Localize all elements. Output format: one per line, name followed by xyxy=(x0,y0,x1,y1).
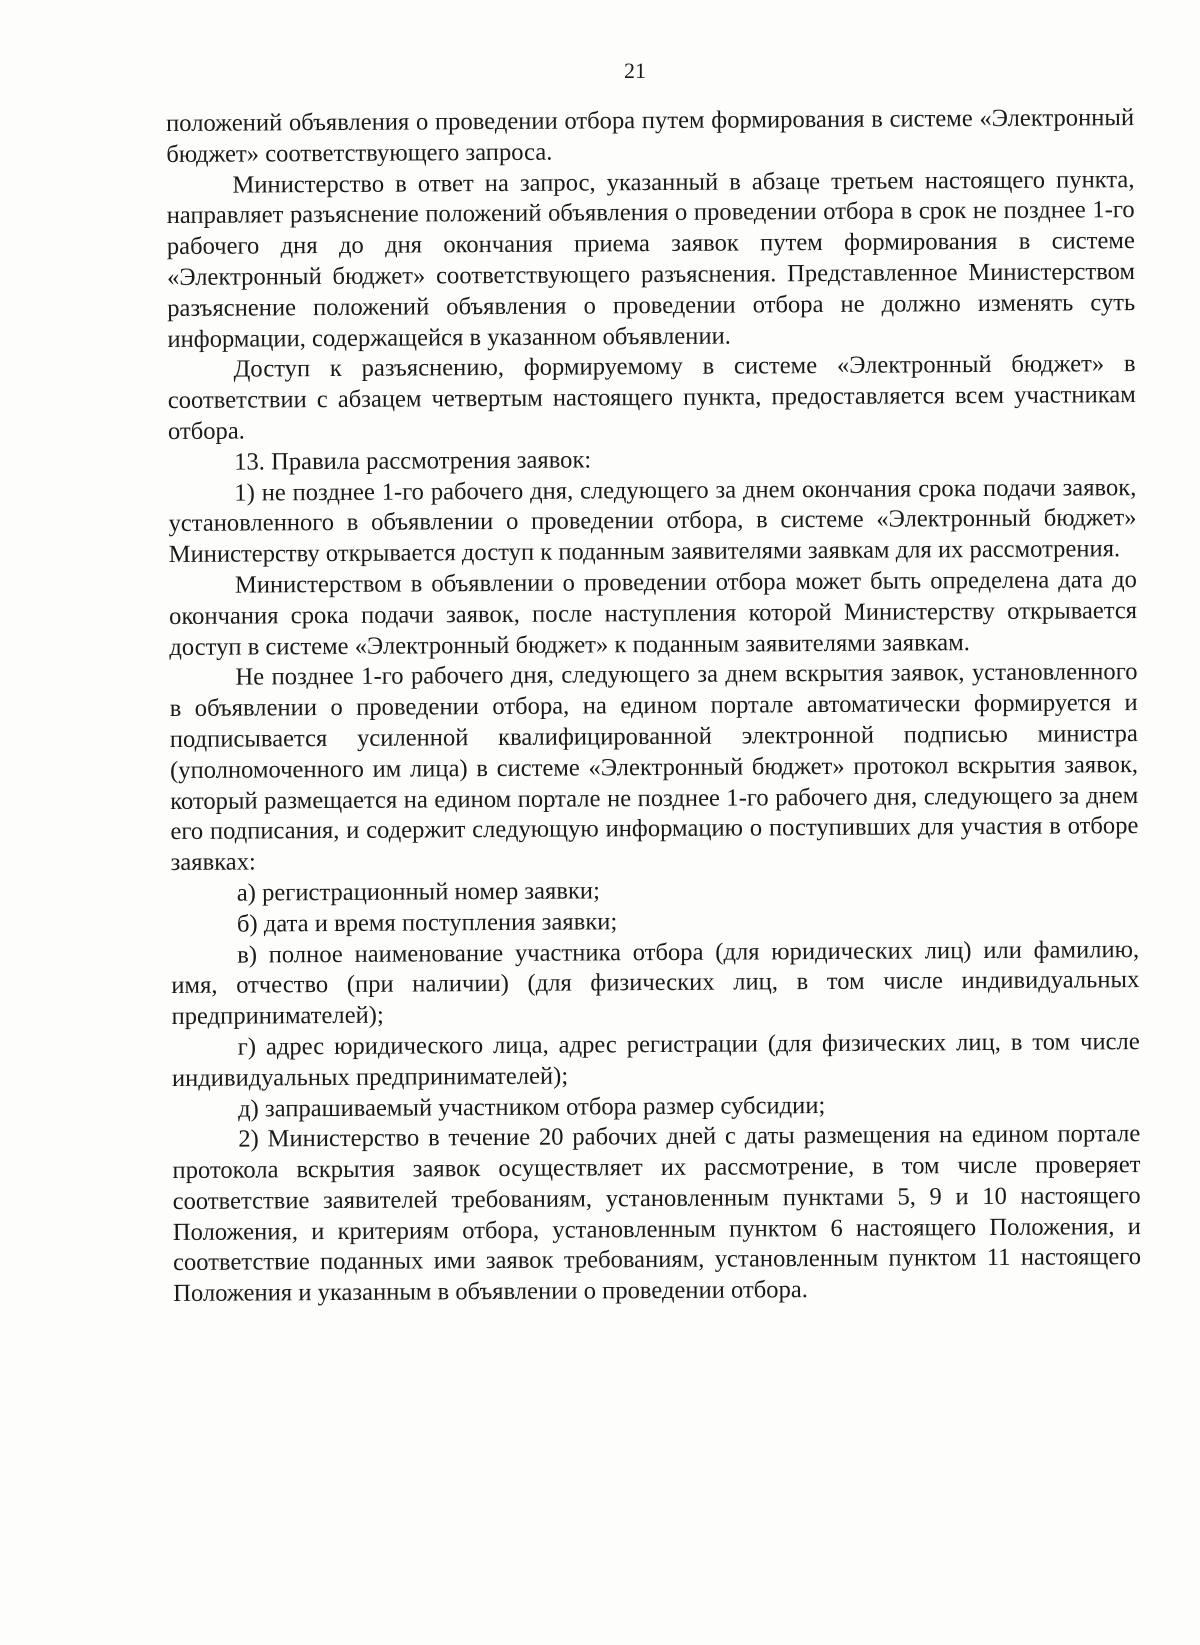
document-body xyxy=(166,103,1141,1310)
list-item-v: в) полное наименование участника отбора (для юридических лиц) или фамилию, имя, отчество (при наличии) (для физических лиц, в том числе индивидуальных предпринимателей); xyxy=(171,935,1140,1031)
list-item-2: 2) Министерство в течение 20 рабочих дней с даты размещения на едином портале протокола вскрытия заявок осуществляет их рассмотрение, в том числе проверяет соответствие заявителей требованиям, установленным пунктами 5, 9 и 10 настоящего Положения, и критериям отбора, установленным пунктом 6 настоящего Положения, и соответствие поданных ими заявок требованиям, установленным пунктом 11 настоящего Положения и указанным в объявлении о проведении отбора. xyxy=(172,1120,1142,1308)
list-item-a: а) регистрационный номер заявки; xyxy=(236,877,600,907)
list-item-d: д) запрашиваемый участником отбора размер субсидии; xyxy=(238,1091,826,1123)
list-item-g: г) адрес юридического лица, адрес регистрации (для физических лиц, в том числе индивидуальных предпринимателей); xyxy=(171,1027,1140,1092)
paragraph-opening-protocol: Не позднее 1-го рабочего дня, следующего за днем вскрытия заявок, установленного в объявлении о проведении отбора, на едином портале автоматически формируется и подписывается усиленной квалифицированной электронной подписью министра (уполномоченного им лица) в системе «Электронный бюджет» протокол вскрытия заявок, который размещается на едином портале не позднее 1-го рабочего дня, следующего за днем его подписания, и содержит следующую информацию о поступивших для участия в отборе заявках: xyxy=(169,658,1139,877)
section-13-heading: 13. Правила рассмотрения заявок: xyxy=(234,446,592,476)
paragraph-access-date: Министерством в объявлении о проведении отбора может быть определена дата до окончания срока подачи заявок, после наступления которой Министерству открывается доступ в системе «Электронный бюджет» к поданным заявителями заявкам. xyxy=(169,566,1138,661)
paragraph-continuation: положений объявления о проведении отбора путем формирования в системе «Электронный бюджет» соответствующего запроса. xyxy=(166,104,1135,168)
paragraph-access-clarification: Доступ к разъяснению, формируемому в системе «Электронный бюджет» в соответствии с абзацем четвертым настоящего пункта, предоставляется всем участникам отбора. xyxy=(167,350,1136,445)
page-number: 21 xyxy=(624,58,646,83)
paragraph-ministry-response: Министерство в ответ на запрос, указанный в абзаце третьем настоящего пункта, направляет разъяснение положений объявления о проведении отбора в срок не позднее 1-го рабочего дня до дня окончания приема заявок путем формирования в системе «Электронный бюджет» соответствующего разъяснения. Представленное Министерством разъяснение положений объявления о проведении отбора не должно изменять суть информации, содержащейся в указанном объявлении. xyxy=(166,165,1136,353)
list-item-1: 1) не позднее 1-го рабочего дня, следующего за днем окончания срока подачи заявок, установленного в объявлении о проведении отбора, в системе «Электронный бюджет» Министерству открывается доступ к поданным заявителями заявкам для их рассмотрения. xyxy=(168,473,1137,569)
list-item-b: б) дата и время поступления заявки; xyxy=(236,907,618,938)
